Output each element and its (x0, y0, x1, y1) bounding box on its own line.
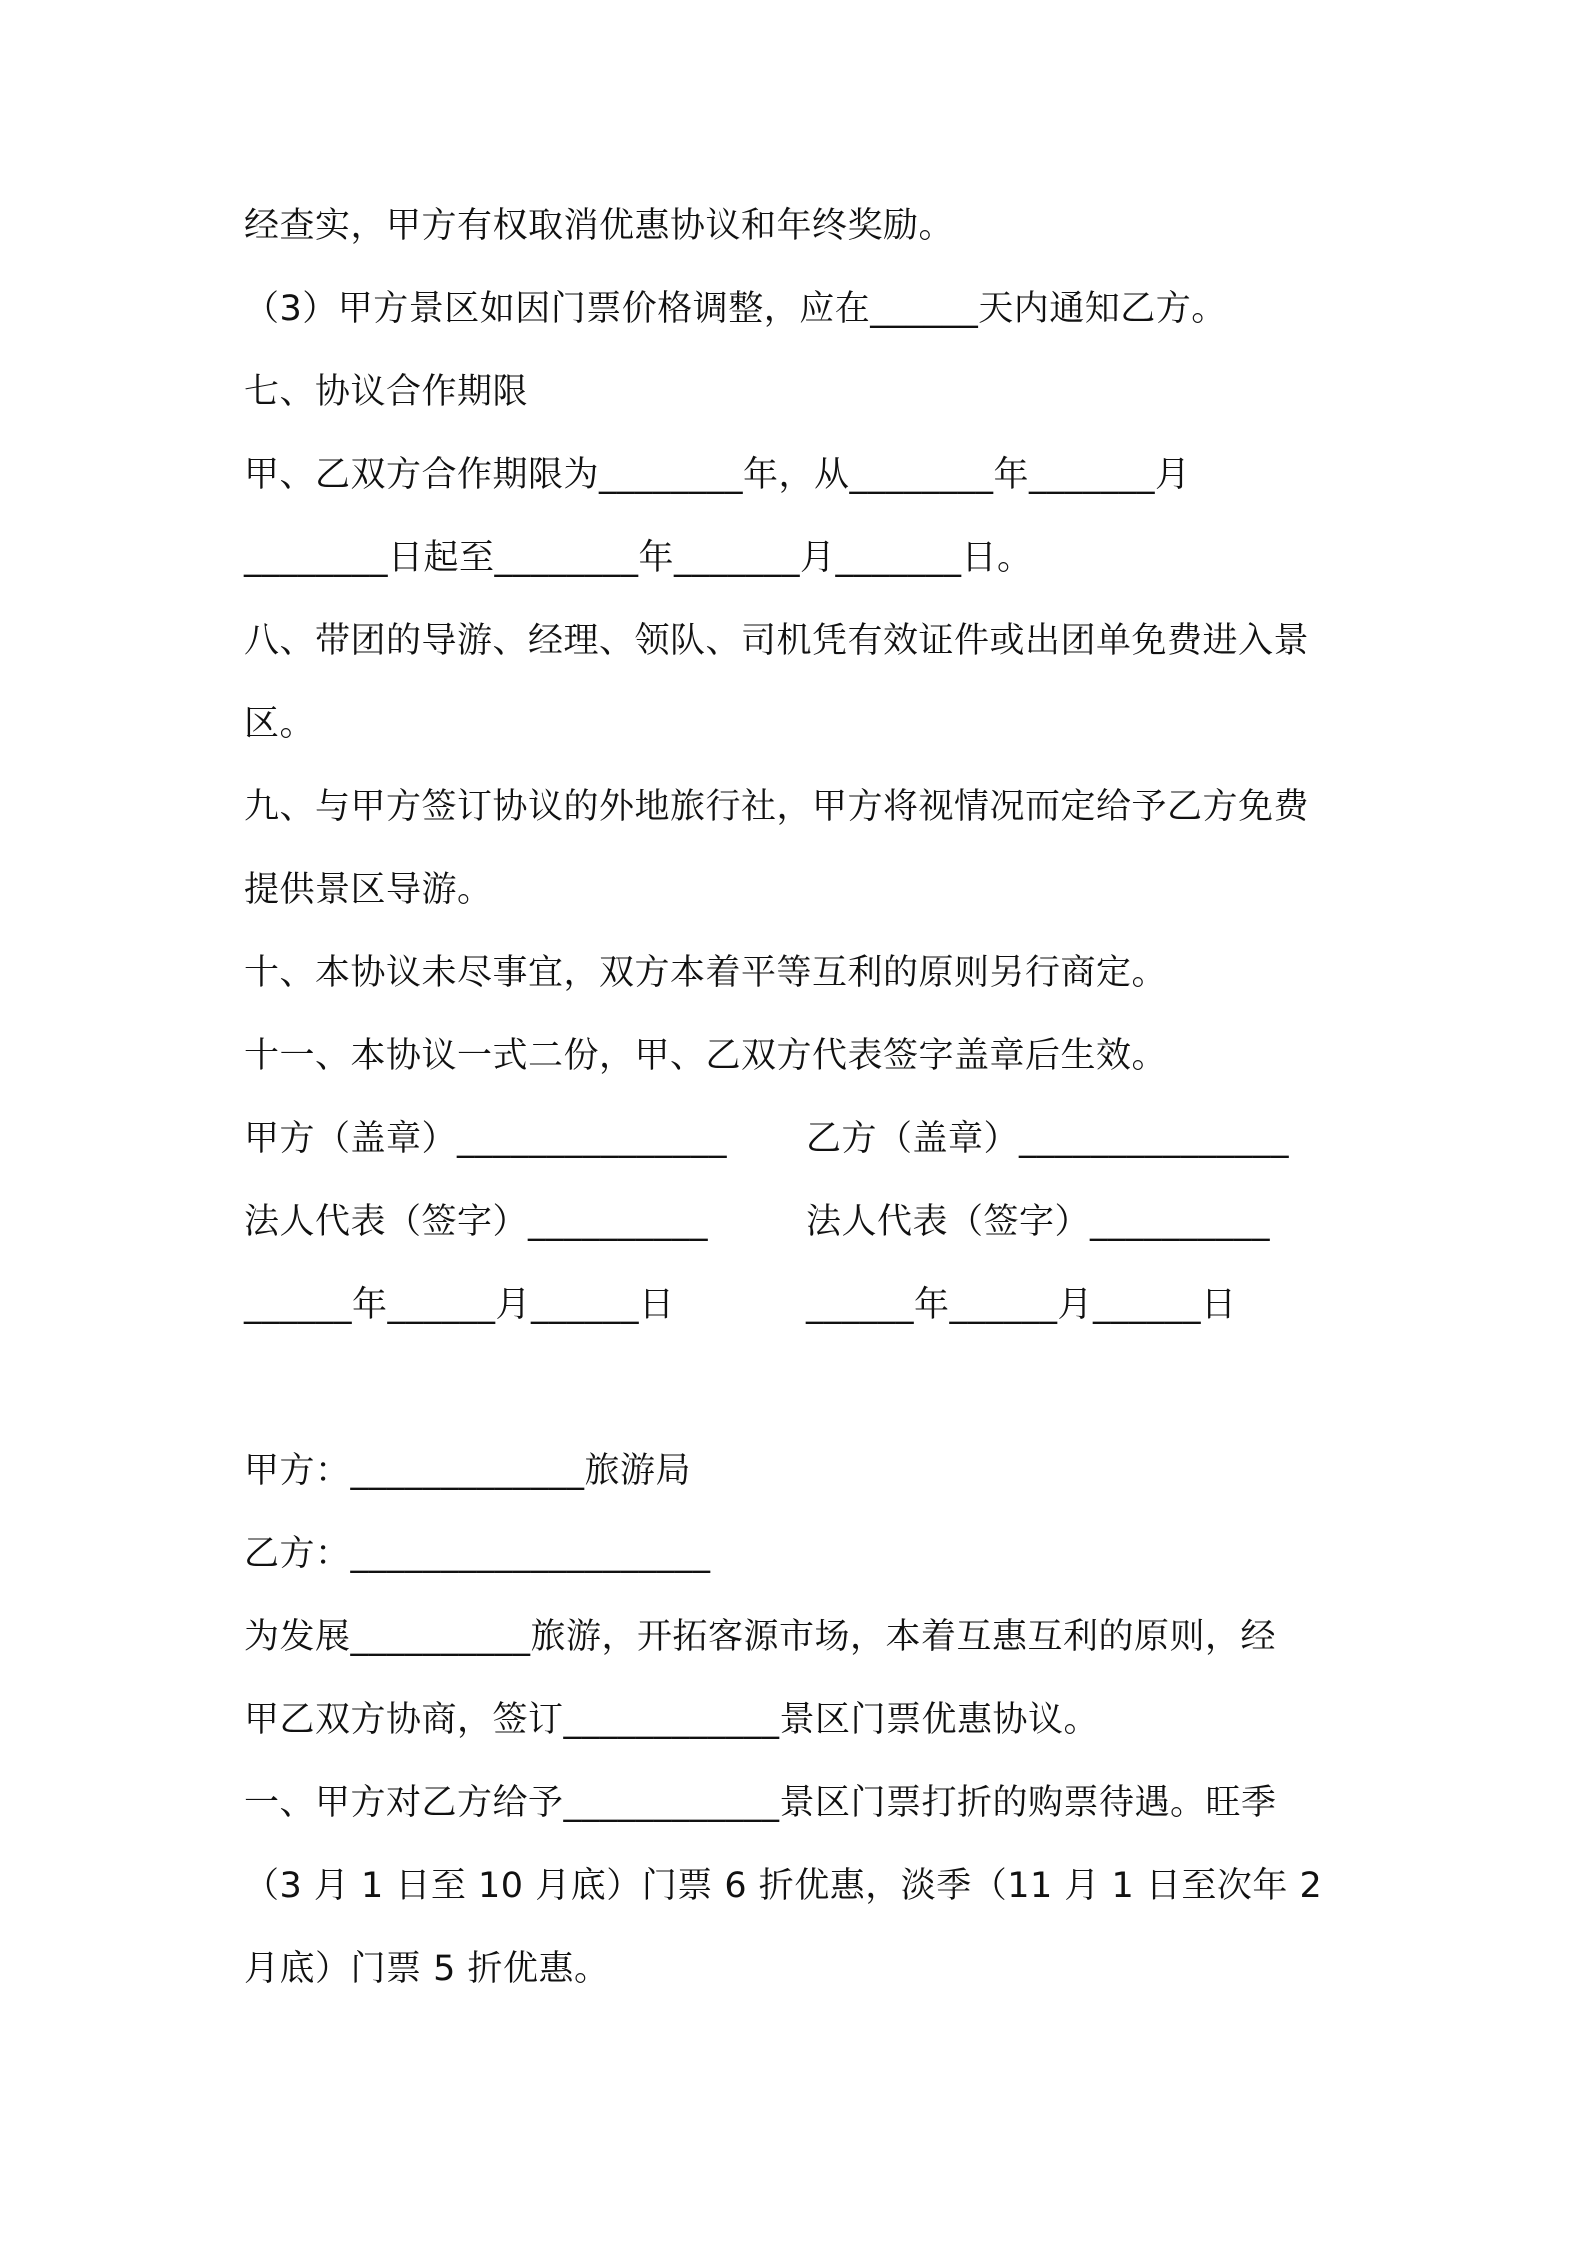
text-line: （3）甲方景区如因门票价格调整，应在______天内通知乙方。 (244, 289, 1227, 329)
text-line: 八、带团的导游、经理、领队、司机凭有效证件或出团单免费进入景 (244, 621, 1310, 661)
text-line: 月底）门票 5 折优惠。 (244, 1949, 610, 1989)
text-line: 区。 (244, 704, 316, 744)
text-line: 经查实，甲方有权取消优惠协议和年终奖励。 (244, 206, 955, 246)
section-heading: 七、协议合作期限 (244, 372, 529, 412)
party-a-seal: 甲方（盖章）_______________ (244, 1119, 728, 1159)
text-line: 十一、本协议一式二份，甲、乙双方代表签字盖章后生效。 (244, 1036, 1168, 1076)
text-line: 乙方：____________________ (244, 1534, 711, 1574)
party-b-date: ______年______月______日 (806, 1285, 1237, 1325)
text-line: 九、与甲方签订协议的外地旅行社，甲方将视情况而定给予乙方免费 (244, 787, 1310, 827)
party-a-representative: 法人代表（签字）__________ (244, 1202, 709, 1242)
text-line: 甲乙双方协商，签订____________景区门票优惠协议。 (244, 1700, 1100, 1740)
party-a-date: ______年______月______日 (244, 1285, 675, 1325)
text-line: 提供景区导游。 (244, 870, 493, 910)
text-line: （3 月 1 日至 10 月底）门票 6 折优惠，淡季（11 月 1 日至次年 2 (244, 1866, 1323, 1906)
text-line: 为发展__________旅游，开拓客源市场，本着互惠互利的原则，经 (244, 1617, 1277, 1657)
text-line: 甲、乙双方合作期限为________年，从________年_______月 (244, 455, 1191, 495)
text-line: 十、本协议未尽事宜，双方本着平等互利的原则另行商定。 (244, 953, 1168, 993)
text-line: 一、甲方对乙方给予____________景区门票打折的购票待遇。旺季 (244, 1783, 1277, 1823)
party-b-seal: 乙方（盖章）_______________ (806, 1119, 1290, 1159)
text-line: ________日起至________年_______月_______日。 (244, 538, 1033, 578)
text-line: 甲方：_____________旅游局 (244, 1451, 692, 1491)
party-b-representative: 法人代表（签字）__________ (806, 1202, 1271, 1242)
